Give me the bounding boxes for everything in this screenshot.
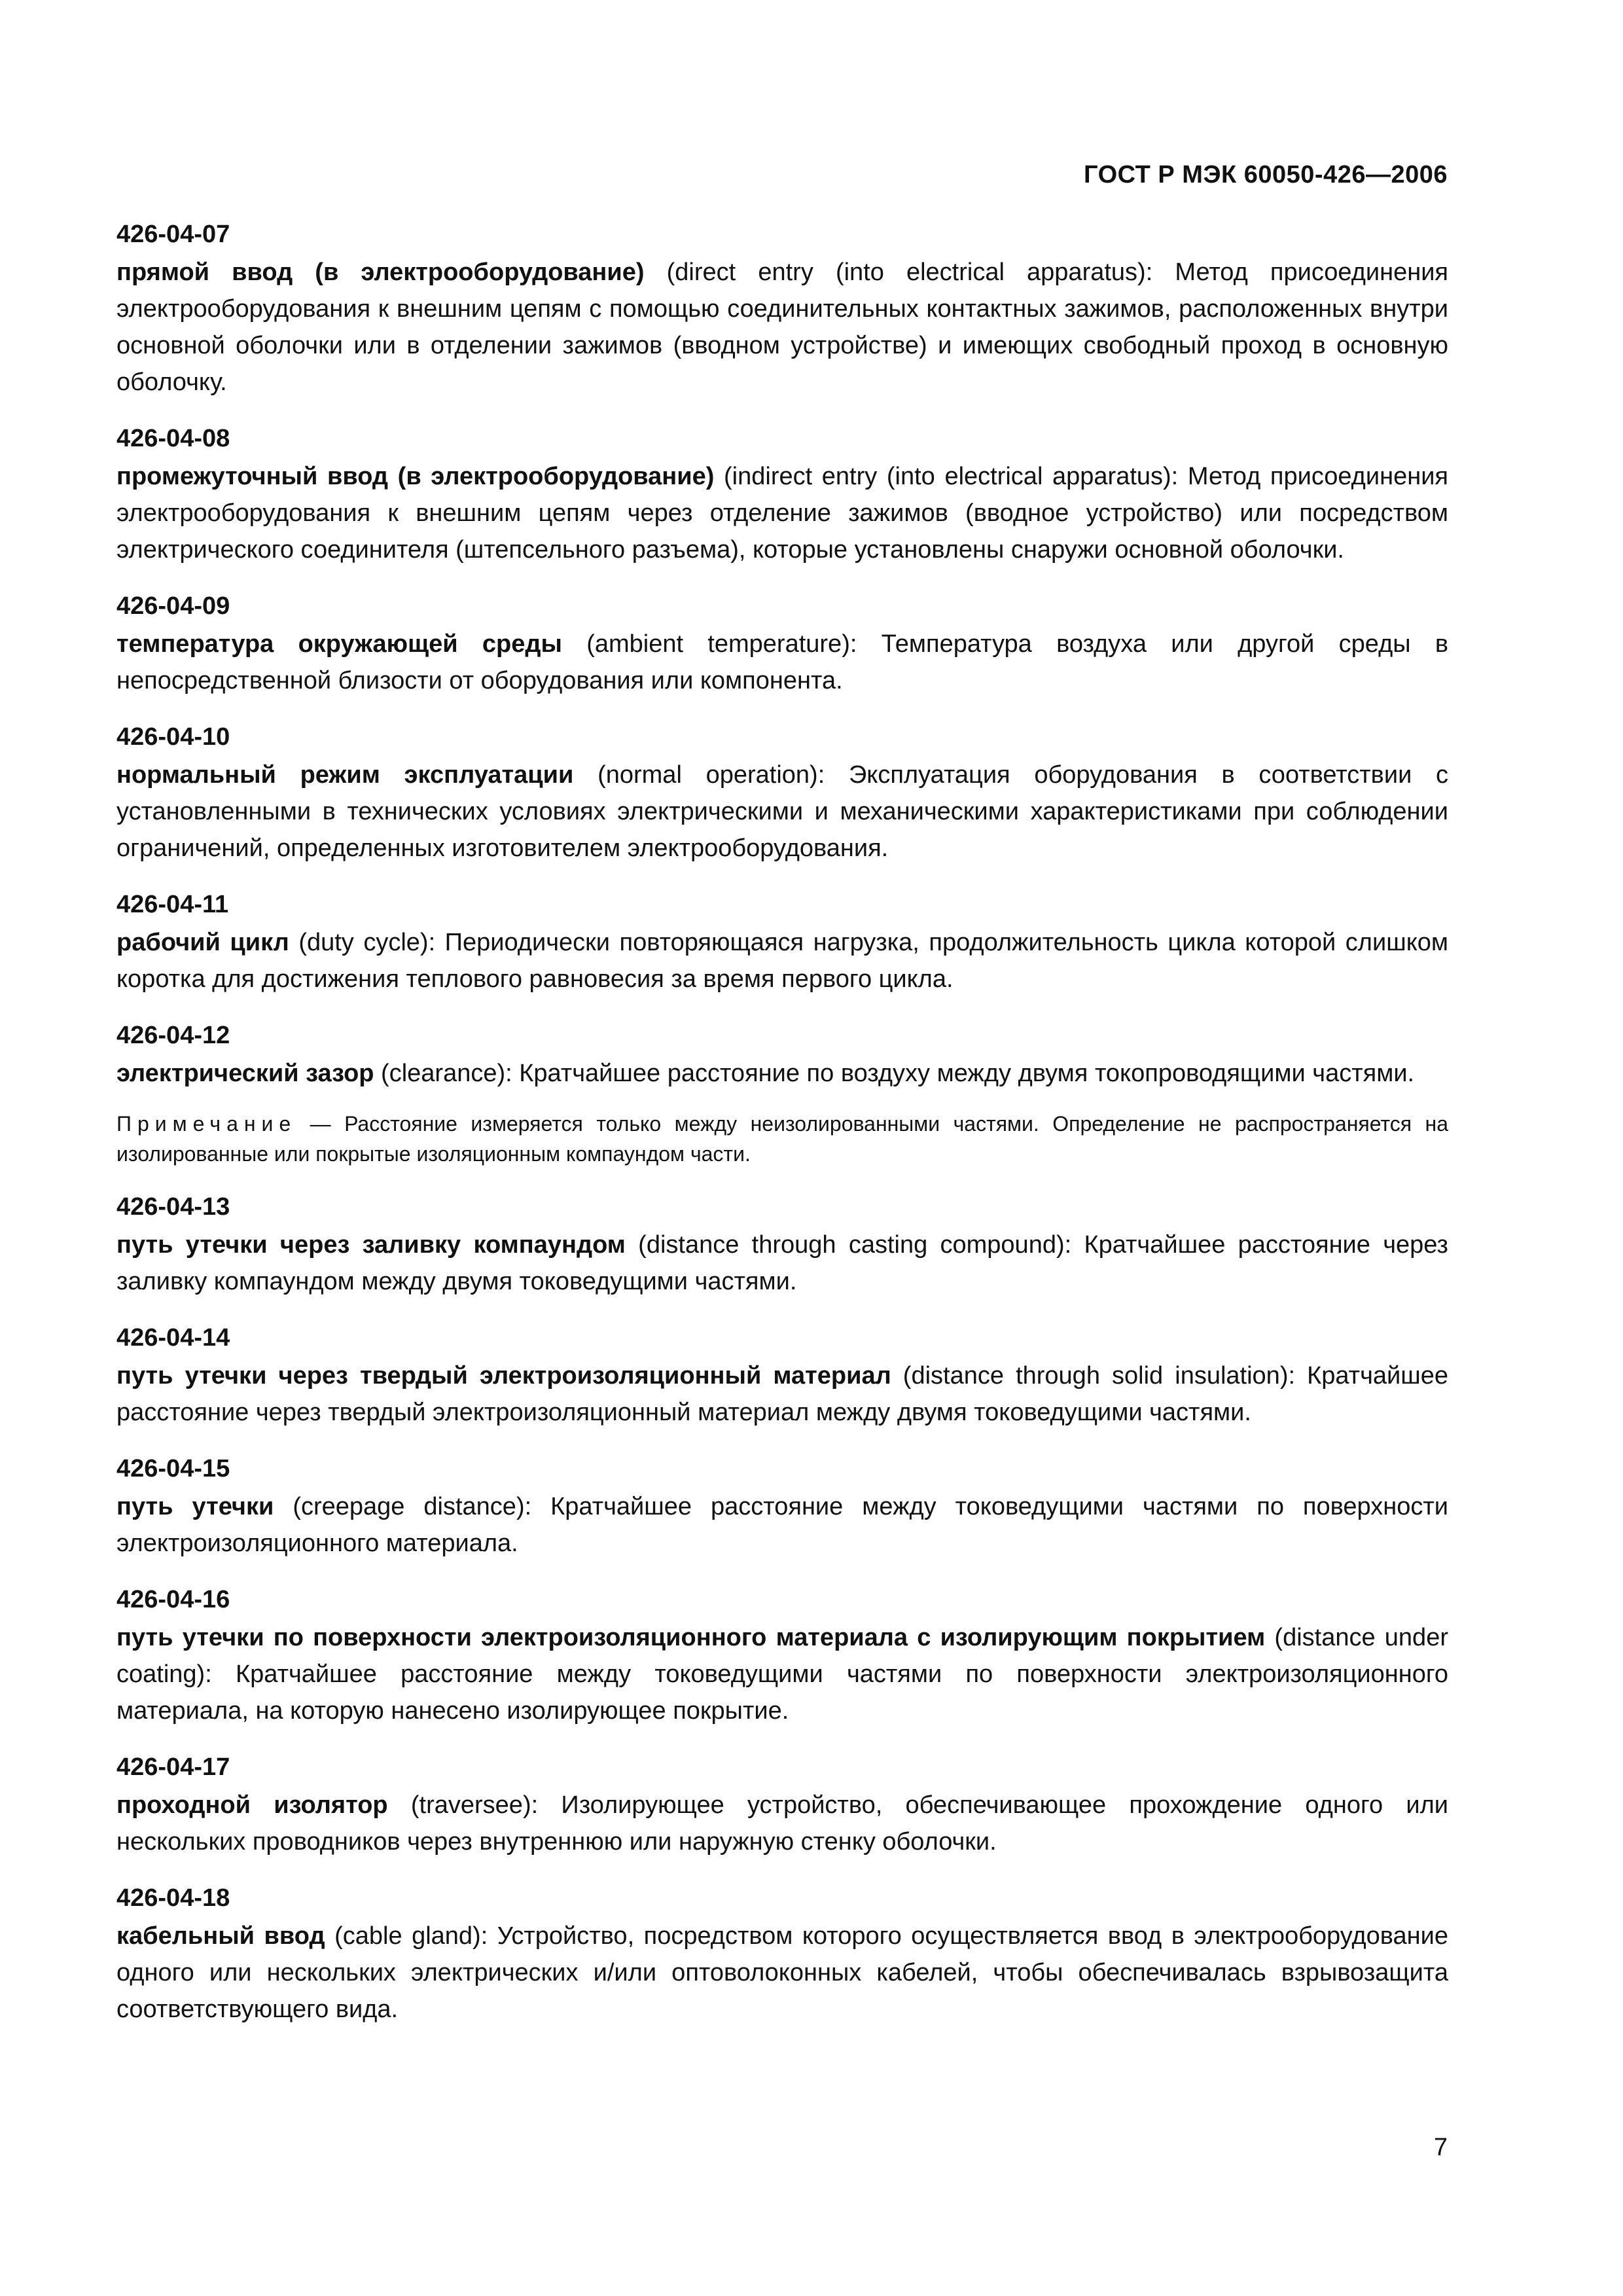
glossary-entry: [116, 588, 1448, 699]
entry-definition-text: (duty cycle): Периодически повторяющаяся нагрузка, продолжительность цикла которой слишком коротка для достижения теплового равновесия за время первого цикла.: [116, 929, 1448, 993]
entry-code: 426-04-09: [116, 592, 230, 620]
entry-definition: [116, 1918, 1448, 2028]
entry-definition: [116, 1055, 1448, 1092]
entry-definition-text: (distance under coating): Кратчайшее расстояние между токоведущими частями по поверхности электроизоляционного материала, на которую нанесено изолирующее покрытие.: [116, 1624, 1448, 1725]
entry-definition-text: (ambient temperature): Температура воздуха или другой среды в непосредственной близости от оборудования или компонента.: [116, 630, 1449, 694]
entry-definition: [116, 1787, 1448, 1860]
entry-definition-text: (cable gland): Устройство, посредством которого осуществляется ввод в электрооборудование одного или нескольких электрических и/или оптоволоконных кабелей, чтобы обеспечивалась взрывозащита соответствующего вида.: [116, 1922, 1448, 2023]
entry-definition: [116, 1488, 1448, 1562]
entry-definition-text: (creepage distance): Кратчайшее расстояние между токоведущими частями по поверхности электроизоляционного материала.: [116, 1493, 1448, 1557]
entry-code: 426-04-12: [116, 1022, 230, 1049]
entry-code: 426-04-08: [116, 425, 230, 452]
page-number: 7: [1433, 2134, 1448, 2161]
entry-code: 426-04-14: [116, 1324, 230, 1352]
entry-definition-text: (distance through solid insulation): Кратчайшее расстояние через твердый электроизоляционный материал между двумя токоведущими частями.: [116, 1362, 1448, 1426]
entry-definition-text: (indirect entry (into electrical apparatus): Метод присоединения электрооборудования к внешним цепям через отделение зажимов (вводное устройство) или посредством электрического соединителя (штепсельного разъема), которые установлены снаружи основной оболочки.: [116, 463, 1448, 564]
glossary-entry: [116, 1880, 1448, 2028]
glossary-entry: [116, 1581, 1448, 1729]
entry-term: электрический зазор: [116, 1060, 374, 1087]
entry-term: путь утечки по поверхности электроизоляционного материала с изолирующим покрытием: [116, 1624, 1266, 1651]
entry-code: 426-04-11: [116, 891, 229, 918]
entry-definition-text: (distance through casting compound): Кратчайшее расстояние через заливку компаундом между двумя токоведущими частями.: [116, 1231, 1448, 1295]
glossary-entry: [116, 1319, 1448, 1431]
entry-definition-text: (direct entry (into electrical apparatus): Метод присоединения электрооборудования к внешним цепям с помощью соединительных контактных зажимов, расположенных внутри основной оболочки или в отделении зажимов (вводном устройстве) и имеющих свободный проход в основную оболочку.: [116, 259, 1449, 396]
note-text: — Расстояние измеряется только между неизолированными частями. Определение не распространяется на изолированные или покрытые изоляционным компаундом части.: [116, 1112, 1448, 1166]
entry-definition: [116, 924, 1448, 997]
entry-term: путь утечки: [116, 1493, 274, 1520]
entry-note: [116, 1109, 1448, 1169]
entry-code: 426-04-15: [116, 1455, 230, 1482]
entry-term: рабочий цикл: [116, 929, 289, 956]
entry-definition: [116, 626, 1448, 699]
entry-term: путь утечки через заливку компаундом: [116, 1231, 626, 1259]
glossary-entry: [116, 420, 1448, 568]
entry-definition-text: (traversee): Изолирующее устройство, обеспечивающее прохождение одного или нескольких проводников через внутреннюю или наружную стенку оболочки.: [116, 1791, 1448, 1856]
entry-code: 426-04-16: [116, 1586, 230, 1613]
entry-code: 426-04-18: [116, 1884, 230, 1912]
entry-definition: [116, 1619, 1448, 1729]
entry-term: кабельный ввод: [116, 1922, 325, 1950]
entry-term: прямой ввод (в электрооборудование): [116, 259, 645, 286]
document-header: ГОСТ Р МЭК 60050-426—2006: [1084, 161, 1448, 188]
glossary-content: [116, 216, 1448, 2047]
glossary-entry: [116, 719, 1448, 867]
glossary-entry: [116, 886, 1448, 997]
glossary-entry: [116, 1017, 1448, 1169]
entry-code: 426-04-13: [116, 1193, 230, 1221]
glossary-entry: [116, 1450, 1448, 1562]
entry-code: 426-04-17: [116, 1753, 230, 1781]
entry-definition: [116, 458, 1448, 568]
glossary-entry: [116, 216, 1448, 401]
entry-code: 426-04-10: [116, 723, 230, 751]
entry-term: температура окружающей среды: [116, 630, 562, 658]
note-label: Примечание: [116, 1112, 297, 1136]
entry-code: 426-04-07: [116, 221, 230, 248]
glossary-entry: [116, 1749, 1448, 1860]
entry-term: путь утечки через твердый электроизоляционный материал: [116, 1362, 891, 1390]
entry-definition: [116, 1357, 1448, 1431]
entry-definition-text: (clearance): Кратчайшее расстояние по воздуху между двумя токопроводящими частями.: [374, 1060, 1415, 1087]
entry-definition: [116, 254, 1448, 401]
entry-term: нормальный режим эксплуатации: [116, 761, 574, 789]
glossary-entry: [116, 1189, 1448, 1300]
entry-definition: [116, 757, 1448, 867]
entry-definition: [116, 1227, 1448, 1300]
entry-term: проходной изолятор: [116, 1791, 388, 1819]
entry-term: промежуточный ввод (в электрооборудование): [116, 463, 715, 490]
entry-definition-text: (normal operation): Эксплуатация оборудования в соответствии с установленными в технических условиях электрическими и механическими характеристиками при соблюдении ограничений, определенных изготовителем электрооборудования.: [116, 761, 1449, 862]
